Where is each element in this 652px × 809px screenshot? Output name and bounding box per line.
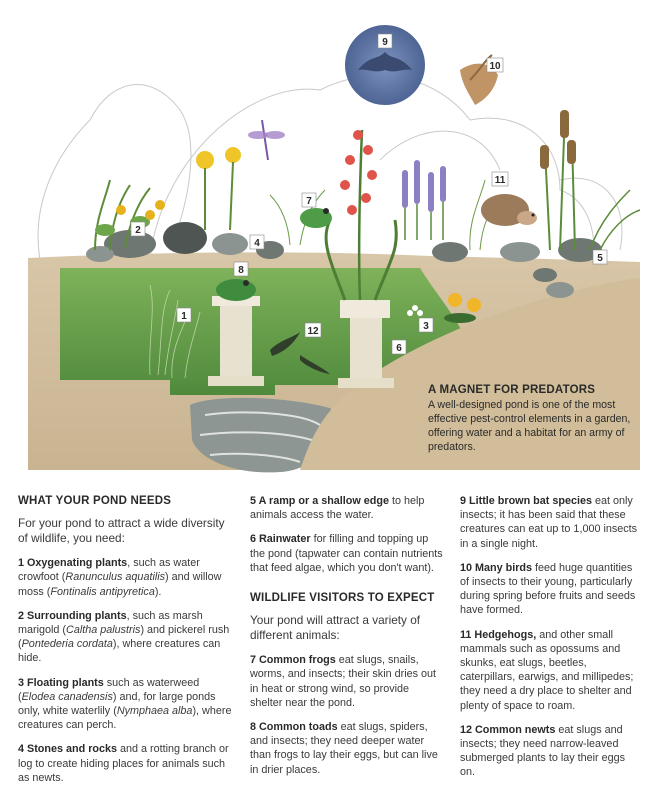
frog (300, 208, 332, 228)
list-item: 5 A ramp or a shallow edge to help animals access the water. (250, 495, 425, 522)
pond-needs-intro: For your pond to attract a wide diversity of wildlife, you need: (18, 516, 225, 546)
list-item: 3 Floating plants such as waterweed (Elodea canadensis) and, for large ponds only, white waterlily (Nymphaea alba), where creatures can perch. (18, 676, 232, 732)
marker-7 (302, 193, 316, 207)
svg-text:12: 12 (307, 326, 319, 337)
svg-text:9: 9 (382, 37, 388, 48)
pond-needs-column (18, 494, 232, 795)
svg-text:3: 3 (423, 321, 429, 332)
marker-8 (234, 262, 248, 276)
marker-6 (392, 340, 406, 354)
list-item: 12 Common newts eat slugs and insects; they need narrow-leaved submerged plants to lay their eggs on. (460, 723, 626, 779)
list-item: 10 Many birds feed huge quantities of insects to their young, particularly during spring before fruits and seeds have formed. (460, 561, 636, 617)
dragonfly (248, 120, 285, 160)
right-column (460, 494, 642, 790)
marker-10 (487, 58, 503, 72)
list-item: 6 Rainwater for filling and topping up the pond (tapwater can contain nutrients that feed algae, which you don't want). (250, 533, 443, 574)
svg-text:7: 7 (306, 196, 312, 207)
visitors-title: WILDLIFE VISITORS TO EXPECT (250, 592, 435, 605)
list-item: 8 Common toads eat slugs, spiders, and insects; they need deeper water than frogs to lay their eggs, but can live in drier places. (250, 721, 438, 776)
predators-callout (428, 384, 638, 454)
list-item: 11 Hedgehogs, and other small mammals such as opossums and skunks, eat slugs, beetles, caterpillars, earwigs, and millipedes; they need a dry place to shelter and plenty of space to roam. (460, 628, 634, 712)
hedgehog (481, 194, 537, 226)
pond-needs-title: WHAT YOUR POND NEEDS (18, 495, 172, 507)
svg-text:5: 5 (597, 253, 603, 264)
marker-9 (378, 34, 392, 48)
marker-3 (419, 318, 433, 332)
marker-11 (492, 172, 508, 186)
list-item: 7 Common frogs eat slugs, snails, worms, and insects; their skin dries out in heat or strong wind, so provide shelter near the pond. (250, 654, 437, 709)
middle-column (250, 494, 444, 787)
marker-2 (131, 222, 145, 236)
callout-body: A well-designed pond is one of the most effective pest-control elements in a garden, offering water and a habitat for an army of predators. (428, 399, 631, 453)
toad (216, 279, 256, 301)
svg-text:2: 2 (135, 225, 141, 236)
svg-text:4: 4 (254, 238, 260, 249)
list-item: 1 Oxygenating plants, such as water crowfoot (Ranunculus aquatilis) and willow moss (Fontinalis antipyretica). (18, 557, 222, 598)
marker-5 (593, 250, 607, 264)
visitors-intro: Your pond will attract a variety of different animals: (250, 613, 421, 643)
purple-spikes (402, 160, 446, 240)
svg-text:10: 10 (489, 61, 501, 72)
svg-text:1: 1 (181, 311, 187, 322)
svg-text:6: 6 (396, 343, 402, 354)
callout-title: A MAGNET FOR PREDATORS (428, 384, 596, 396)
marker-4 (250, 235, 264, 249)
list-item: 2 Surrounding plants, such as marsh marigold (Caltha palustris) and pickerel rush (Pontederia cordata), where creatures can hide. (18, 609, 230, 665)
svg-text:11: 11 (494, 175, 506, 186)
marker-1 (177, 308, 191, 322)
list-item: 4 Stones and rocks and a rotting branch or log to create hiding places for animals such as newts. (18, 743, 229, 784)
list-item: 9 Little brown bat species eat only insects; it has been said that these creatures can eat up to 1,000 insects in a single night. (460, 495, 638, 550)
svg-text:8: 8 (238, 265, 244, 276)
marker-12 (305, 323, 321, 337)
